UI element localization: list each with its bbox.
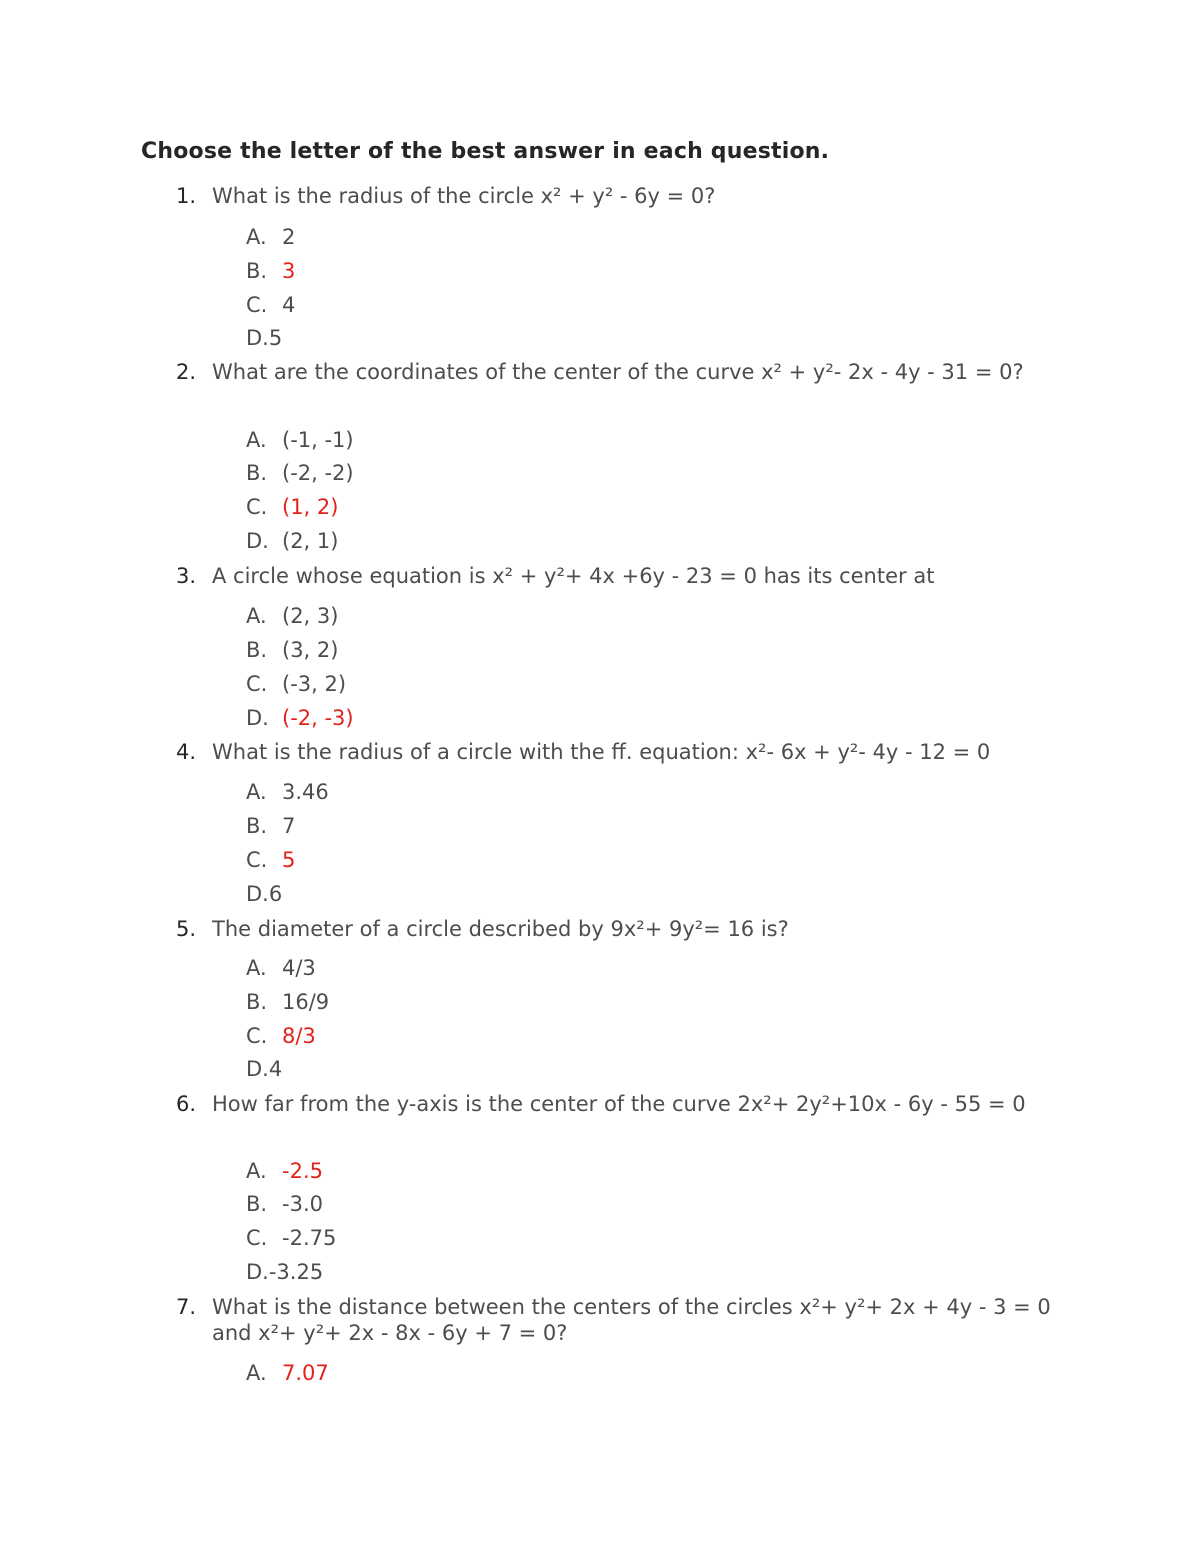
option-letter: A.: [246, 1159, 267, 1183]
question-number: 7.: [176, 1295, 197, 1319]
question-7: [176, 1294, 1066, 1346]
question-2: [176, 359, 1066, 385]
option-letter: D.: [246, 882, 269, 906]
option-text: (2, 3): [282, 604, 339, 628]
question-text: What are the coordinates of the center of the curve x² + y²- 2x - 4y - 31 = 0?: [212, 360, 1024, 384]
option-b[interactable]: [246, 637, 338, 663]
option-letter: B.: [246, 990, 268, 1014]
option-a[interactable]: [246, 427, 354, 453]
option-b[interactable]: [246, 989, 329, 1015]
option-text-correct: -2.5: [282, 1159, 323, 1183]
option-text: 5: [268, 326, 283, 350]
option-b[interactable]: [246, 1191, 323, 1217]
option-c[interactable]: [246, 847, 295, 873]
option-letter: B.: [246, 1192, 268, 1216]
option-letter: A.: [246, 780, 267, 804]
option-letter: C.: [246, 1226, 268, 1250]
question-number: 1.: [176, 184, 197, 208]
question-3: [176, 563, 1066, 589]
option-text-correct: 8/3: [282, 1024, 316, 1048]
question-text: What is the distance between the centers of the circles x²+ y²+ 2x + 4y - 3 = 0 and x²+ y²+ 2x - 8x - 6y + 7 = 0?: [212, 1295, 1051, 1345]
question-4: [176, 739, 1066, 765]
option-text-correct: 3: [282, 259, 296, 283]
option-letter: D.: [246, 706, 269, 730]
option-text: 3.46: [282, 780, 329, 804]
option-text: 4: [282, 293, 296, 317]
question-text: The diameter of a circle described by 9x²+ 9y²= 16 is?: [212, 917, 789, 941]
option-letter: B.: [246, 259, 268, 283]
option-text: -3.0: [282, 1192, 323, 1216]
question-text: What is the radius of a circle with the ff. equation: x²- 6x + y²- 4y - 12 = 0: [212, 740, 991, 764]
option-text: 16/9: [282, 990, 330, 1014]
question-number: 5.: [176, 917, 197, 941]
option-letter: A.: [246, 428, 267, 452]
question-1: [176, 183, 1066, 209]
option-d[interactable]: [246, 528, 338, 554]
option-letter: A.: [246, 225, 267, 249]
option-d[interactable]: [246, 705, 354, 731]
option-letter: A.: [246, 956, 267, 980]
option-letter: B.: [246, 638, 268, 662]
option-c[interactable]: [246, 494, 338, 520]
option-letter: C.: [246, 293, 268, 317]
option-b[interactable]: [246, 460, 354, 486]
option-d[interactable]: [246, 1259, 323, 1285]
option-text: 2: [282, 225, 296, 249]
option-letter: C.: [246, 1024, 268, 1048]
instructions-heading: Choose the letter of the best answer in each question.: [141, 139, 830, 164]
option-letter: C.: [246, 672, 268, 696]
option-c[interactable]: [246, 671, 346, 697]
option-c[interactable]: [246, 1023, 316, 1049]
question-number: 2.: [176, 360, 197, 384]
question-number: 4.: [176, 740, 197, 764]
option-a[interactable]: [246, 1158, 323, 1184]
option-letter: D.: [246, 1057, 269, 1081]
option-letter: C.: [246, 495, 268, 519]
option-text: (-1, -1): [282, 428, 354, 452]
option-text-correct: 7.07: [282, 1361, 329, 1385]
option-text: -2.75: [282, 1226, 337, 1250]
option-letter: C.: [246, 848, 268, 872]
question-text: What is the radius of the circle x² + y² - 6y = 0?: [212, 184, 716, 208]
option-a[interactable]: [246, 224, 295, 250]
option-a[interactable]: [246, 955, 316, 981]
option-a[interactable]: [246, 603, 338, 629]
option-text-correct: 5: [282, 848, 296, 872]
option-letter: A.: [246, 604, 267, 628]
option-a[interactable]: [246, 779, 329, 805]
option-text: 7: [282, 814, 296, 838]
option-letter: D.: [246, 529, 269, 553]
option-letter: D.: [246, 1260, 269, 1284]
option-b[interactable]: [246, 258, 295, 284]
option-text: (2, 1): [282, 529, 339, 553]
option-c[interactable]: [246, 292, 295, 318]
option-text: (3, 2): [282, 638, 339, 662]
option-text: 4/3: [282, 956, 316, 980]
question-number: 3.: [176, 564, 197, 588]
option-text: 6: [268, 882, 283, 906]
question-6: [176, 1091, 1066, 1117]
option-letter: B.: [246, 814, 268, 838]
option-text: -3.25: [268, 1260, 324, 1284]
option-d[interactable]: [246, 881, 282, 907]
question-text: How far from the y-axis is the center of the curve 2x²+ 2y²+10x - 6y - 55 = 0: [212, 1092, 1026, 1116]
option-letter: A.: [246, 1361, 267, 1385]
question-text: A circle whose equation is x² + y²+ 4x +6y - 23 = 0 has its center at: [212, 564, 935, 588]
option-b[interactable]: [246, 813, 295, 839]
option-d[interactable]: [246, 1056, 282, 1082]
option-letter: B.: [246, 461, 268, 485]
option-text: 4: [268, 1057, 283, 1081]
option-text: (-2, -2): [282, 461, 354, 485]
option-letter: D.: [246, 326, 269, 350]
option-a[interactable]: [246, 1360, 329, 1386]
option-c[interactable]: [246, 1225, 336, 1251]
option-d[interactable]: [246, 325, 282, 351]
option-text-correct: (-2, -3): [282, 706, 354, 730]
question-number: 6.: [176, 1092, 197, 1116]
question-5: [176, 916, 1066, 942]
option-text-correct: (1, 2): [282, 495, 339, 519]
option-text: (-3, 2): [282, 672, 347, 696]
